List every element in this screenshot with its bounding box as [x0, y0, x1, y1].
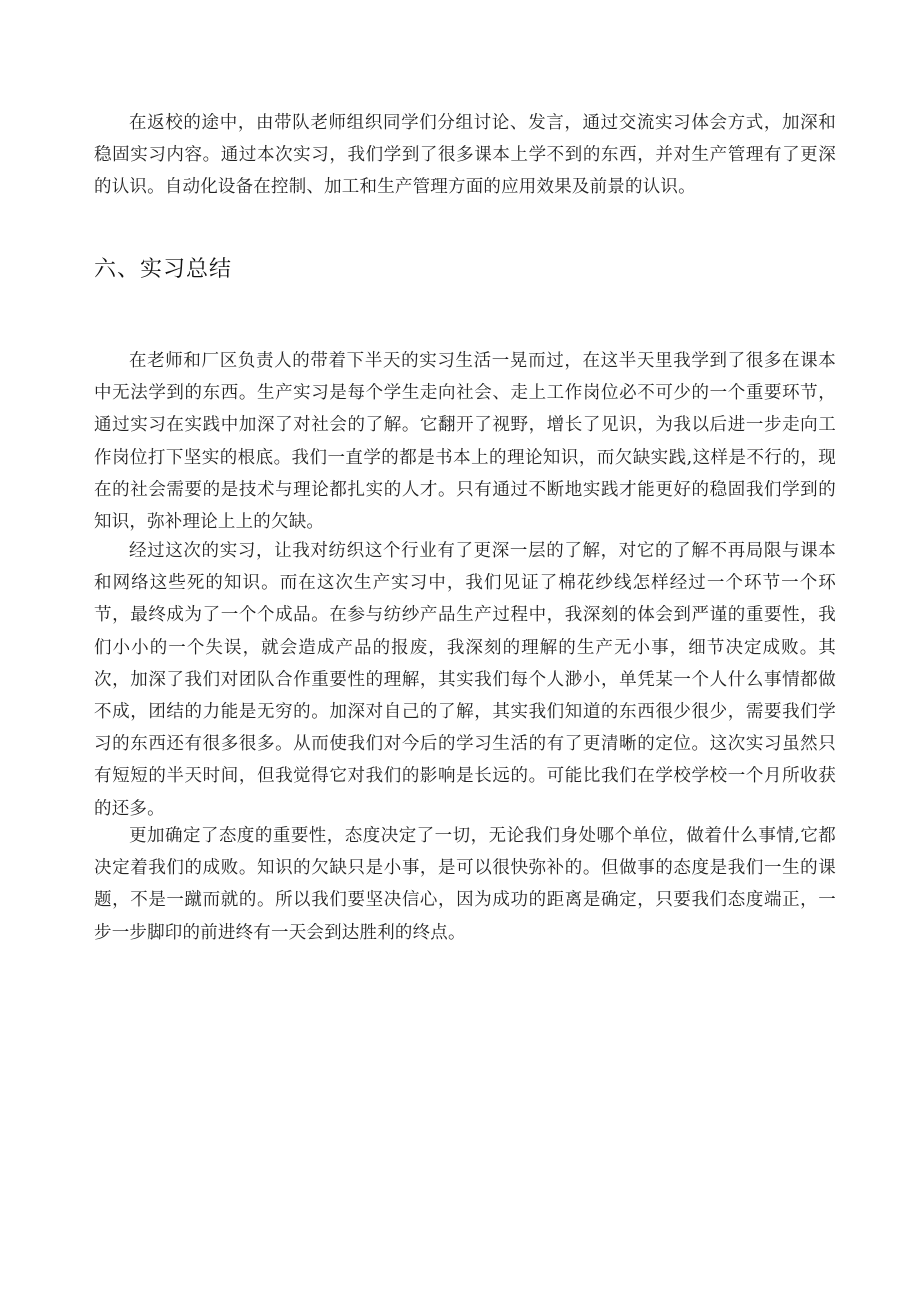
summary-paragraph-3: 更加确定了态度的重要性，态度决定了一切，无论我们身处哪个单位，做着什么事情,它都决定着我们的成败。知识的欠缺只是小事，是可以很快弥补的。但做事的态度是我们一生的课题，不是一蹴而就的。所以我们要坚决信心，因为成功的距离是确定，只要我们态度端正，一步一步脚印的前进终有一天会到达胜利的终点。 [94, 826, 836, 943]
summary-paragraph-2: 经过这次的实习，让我对纺织这个行业有了更深一层的了解，对它的了解不再局限与课本和网络这些死的知识。而在这次生产实习中，我们见证了棉花纱线怎样经过一个环节一个环节，最终成为了一个个成品。在参与纺纱产品生产过程中，我深刻的体会到严谨的重要性，我们小小的一个失误，就会造成产品的报废，我深刻的理解的生产无小事，细节决定成败。其次，加深了我们对团队合作重要性的理解，其实我们每个人渺小，单凭某一个人什么事情都做不成，团结的力能是无穷的。加深对自己的了解，其实我们知道的东西很少很少，需要我们学习的东西还有很多很多。从而使我们对今后的学习生活的有了更清晰的定位。这次实习虽然只有短短的半天时间，但我觉得它对我们的影响是长远的。可能比我们在学校学校一个月所收获的还多。 [94, 541, 836, 819]
summary-paragraph-1: 在老师和厂区负责人的带着下半天的实习生活一晃而过，在这半天里我学到了很多在课本中无法学到的东西。生产实习是每个学生走向社会、走上工作岗位必不可少的一个重要环节，通过实习在实践中加深了对社会的了解。它翻开了视野，增长了见识，为我以后进一步走向工作岗位打下坚实的根底。我们一直学的都是书本上的理论知识，而欠缺实践,这样是不行的，现在的社会需要的是技术与理论都扎实的人才。只有通过不断地实践才能更好的稳固我们学到的知识，弥补理论上上的欠缺。 [94, 351, 836, 533]
section-heading: 六、实习总结 [94, 257, 233, 282]
intro-paragraph: 在返校的途中，由带队老师组织同学们分组讨论、发言，通过交流实习体会方式，加深和稳固实习内容。通过本次实习，我们学到了很多课本上学不到的东西，并对生产管理有了更深的认识。自动化设备在控制、加工和生产管理方面的应用效果及前景的认识。 [94, 113, 836, 198]
